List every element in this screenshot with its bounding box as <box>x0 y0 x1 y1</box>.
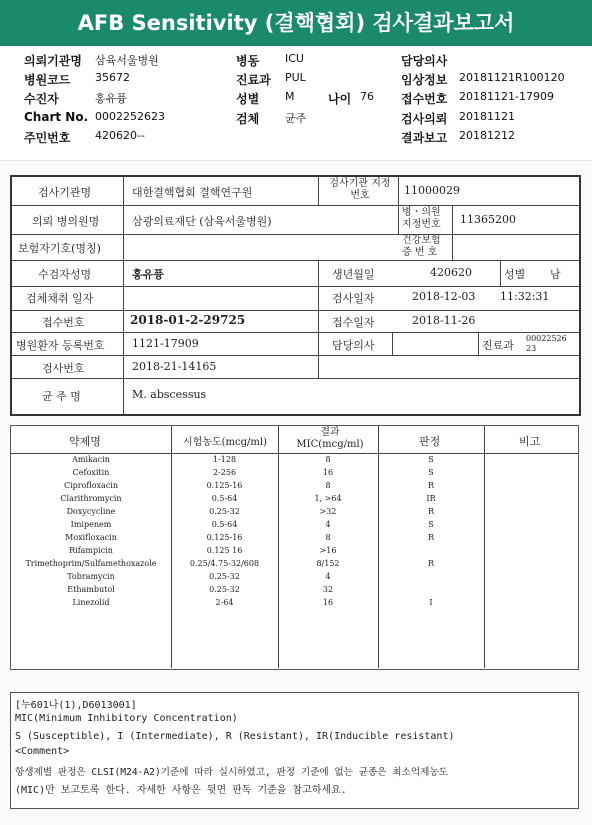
concentration: 0.5-64 <box>211 494 238 503</box>
drug-name: Moxifloxacin <box>65 533 117 542</box>
mic-value: 32 <box>322 585 334 594</box>
mic-value: 8 <box>325 481 331 490</box>
mic-value: >32 <box>319 507 337 516</box>
req-code-value: 11365200 <box>460 213 516 226</box>
note-comment-title: <Comment> <box>15 746 70 757</box>
drug-name: Trimethoprim/Sulfamethoxazole <box>25 559 157 568</box>
age-label: 나이 <box>328 92 352 106</box>
receipt-label: 접수번호 <box>401 92 448 106</box>
interpretation: IR <box>426 494 436 503</box>
mic-value: 8 <box>325 455 331 464</box>
interpretation: R <box>427 481 435 490</box>
interpretation: S <box>428 455 434 464</box>
col-drug: 약제명 <box>69 435 101 448</box>
drug-name: Clarithromycin <box>60 494 122 503</box>
concentration: 0.25-32 <box>209 507 240 516</box>
chart-label: Chart No. <box>24 110 89 124</box>
concentration: 2-256 <box>212 468 237 477</box>
clinical-value: 20181121R100120 <box>459 71 565 84</box>
dept-label: 진료과 <box>236 73 271 87</box>
regno-value: 1121-17909 <box>132 337 199 350</box>
sex-label: 성별 <box>504 268 526 281</box>
exam-no-label: 검사번호 <box>42 362 85 375</box>
mic-value: 8/152 <box>316 559 340 568</box>
ward-value: ICU <box>285 52 304 65</box>
patient-value: 홍유퓽 <box>95 92 127 105</box>
concentration: 1-128 <box>212 455 237 464</box>
note-mic: MIC(Minimum Inhibitory Concentration) <box>15 713 238 724</box>
susceptibility-table <box>10 425 579 670</box>
mic-value: 16 <box>322 598 334 607</box>
hospital-label: 의뢰기관명 <box>24 54 82 68</box>
drug-row <box>11 467 578 480</box>
dept-label: 진료과 <box>482 339 514 352</box>
concentration: 0.5-64 <box>211 520 238 529</box>
interpretation: S <box>428 520 434 529</box>
concentration: 0.25/4.75-32/608 <box>189 559 260 568</box>
insurance-card-label: 건강보험 증 번 호 <box>402 235 441 258</box>
hosp-code-label: 병원코드 <box>24 73 71 87</box>
patient-label: 수진자 <box>24 92 59 106</box>
concentration: 0.125-16 <box>206 481 243 490</box>
receipt-value: 20181121-17909 <box>459 90 554 103</box>
patient-header <box>0 46 592 161</box>
dept-value: 00022526 23 <box>526 334 567 353</box>
mic-value: 16 <box>322 468 334 477</box>
drug-row <box>11 506 578 519</box>
drug-name: Imipenem <box>70 520 112 529</box>
hospital-value: 삼육서울병원 <box>95 54 159 67</box>
exam-no-value: 2018-21-14165 <box>132 360 217 373</box>
req-hosp-label: 의뢰 병의원명 <box>32 215 100 228</box>
sex-value: M <box>285 90 295 103</box>
note-legend: S (Susceptible), I (Intermediate), R (Resistant), IR(Inducible resistant) <box>15 731 455 742</box>
drug-row <box>11 571 578 584</box>
request-label: 검사의뢰 <box>401 112 448 126</box>
drug-name: Tobramycin <box>67 572 115 581</box>
drug-row <box>11 545 578 558</box>
collect-date-label: 검체채취 일자 <box>26 292 94 305</box>
report-value: 20181212 <box>459 129 515 142</box>
report-label: 결과보고 <box>401 131 448 145</box>
receipt-date-value: 2018-11-26 <box>412 314 476 327</box>
drug-row <box>11 480 578 493</box>
regno-label: 병원환자 등록번호 <box>16 339 105 352</box>
col-interpretation: 판정 <box>419 435 441 448</box>
interpretation: I <box>429 598 433 607</box>
inst-label: 검사기관명 <box>38 186 92 199</box>
drug-row <box>11 597 578 610</box>
drug-row <box>11 558 578 571</box>
drug-name: Cefoxitin <box>72 468 110 477</box>
interpretation: R <box>427 533 435 542</box>
col-remark: 비고 <box>519 435 541 448</box>
birth-value: 420620 <box>430 266 472 279</box>
drug-row <box>11 532 578 545</box>
chart-value: 0002252623 <box>95 110 165 123</box>
drug-name: Ethambutol <box>67 585 115 594</box>
drug-name: Doxycycline <box>66 507 116 516</box>
name-value: 홍유퓽 <box>132 268 164 281</box>
mic-value: 1, >64 <box>314 494 342 503</box>
drug-row <box>11 454 578 467</box>
inst-code-value: 11000029 <box>404 184 460 197</box>
page-title: AFB Sensitivity (결핵협회) 검사결과보고서 <box>0 0 592 46</box>
clinical-label: 임상정보 <box>401 73 448 87</box>
rrn-label: 주민번호 <box>24 131 71 145</box>
age-value: 76 <box>360 90 374 103</box>
concentration: 0.25-32 <box>209 572 240 581</box>
concentration: 0.125-16 <box>206 533 243 542</box>
notes-box <box>10 692 579 809</box>
report-info-table <box>10 175 581 416</box>
mic-value: 8 <box>325 533 331 542</box>
col-mic: 결과 MIC(mcg/ml) <box>296 427 364 450</box>
drug-row <box>11 584 578 597</box>
note-comment-2: (MIC)만 보고토록 한다. 자세한 사항은 뒷면 판독 기준을 참고하세요. <box>15 785 347 796</box>
receipt-label: 접수번호 <box>42 316 85 329</box>
test-time-value: 11:32:31 <box>500 290 550 303</box>
drug-name: Rifampicin <box>69 546 113 555</box>
attending-label: 담당의사 <box>332 339 375 352</box>
specimen-value: 균주 <box>285 112 307 125</box>
req-code-label: 병ㆍ의원 지정번호 <box>402 207 441 230</box>
mic-value: >16 <box>319 546 337 555</box>
test-date-label: 검사일자 <box>332 292 375 305</box>
specimen-label: 검체 <box>236 112 260 126</box>
interpretation: R <box>427 559 435 568</box>
note-code: [누601나(1),D6013001] <box>15 700 137 711</box>
receipt-date-label: 접수일자 <box>332 316 375 329</box>
hosp-code-value: 35672 <box>95 71 130 84</box>
sex-value: 남 <box>550 268 561 281</box>
sex-label: 성별 <box>236 92 260 106</box>
mic-value: 4 <box>325 520 331 529</box>
request-value: 20181121 <box>459 110 515 123</box>
organism-value: M. abscessus <box>132 388 207 401</box>
birth-label: 생년월일 <box>332 268 375 281</box>
interpretation: R <box>427 507 435 516</box>
drug-row <box>11 493 578 506</box>
test-date-value: 2018-12-03 <box>412 290 476 303</box>
organism-label: 균 주 명 <box>42 390 81 403</box>
name-label: 수검자성명 <box>38 268 92 281</box>
drug-name: Ciprofloxacin <box>63 481 119 490</box>
concentration: 0.125 16 <box>206 546 243 555</box>
drug-name: Linezolid <box>72 598 110 607</box>
drug-name: Amikacin <box>72 455 110 464</box>
interpretation: S <box>428 468 434 477</box>
doctor-label: 담당의사 <box>401 54 448 68</box>
ward-label: 병동 <box>236 54 260 68</box>
inst-value: 대한결핵협회 결핵연구원 <box>132 186 253 199</box>
note-comment-1: 항생제별 판정은 CLSI(M24-A2)기준에 따라 실시하였고, 판정 기준에 없는 균종은 최소억제농도 <box>15 767 448 778</box>
rrn-value: 420620-- <box>95 129 145 142</box>
receipt-value: 2018-01-2-29725 <box>130 313 246 327</box>
concentration: 2-64 <box>215 598 234 607</box>
insurer-label: 보험자기호(명칭) <box>18 242 101 255</box>
drug-row <box>11 519 578 532</box>
col-concentration: 시험농도(mcg/ml) <box>183 437 267 448</box>
mic-value: 4 <box>325 572 331 581</box>
req-hosp-value: 삼광의료재단 (삼육서울병원) <box>132 215 272 228</box>
concentration: 0.25-32 <box>209 585 240 594</box>
dept-value: PUL <box>285 71 306 84</box>
inst-code-label: 검사기관 지정번호 <box>329 178 391 201</box>
